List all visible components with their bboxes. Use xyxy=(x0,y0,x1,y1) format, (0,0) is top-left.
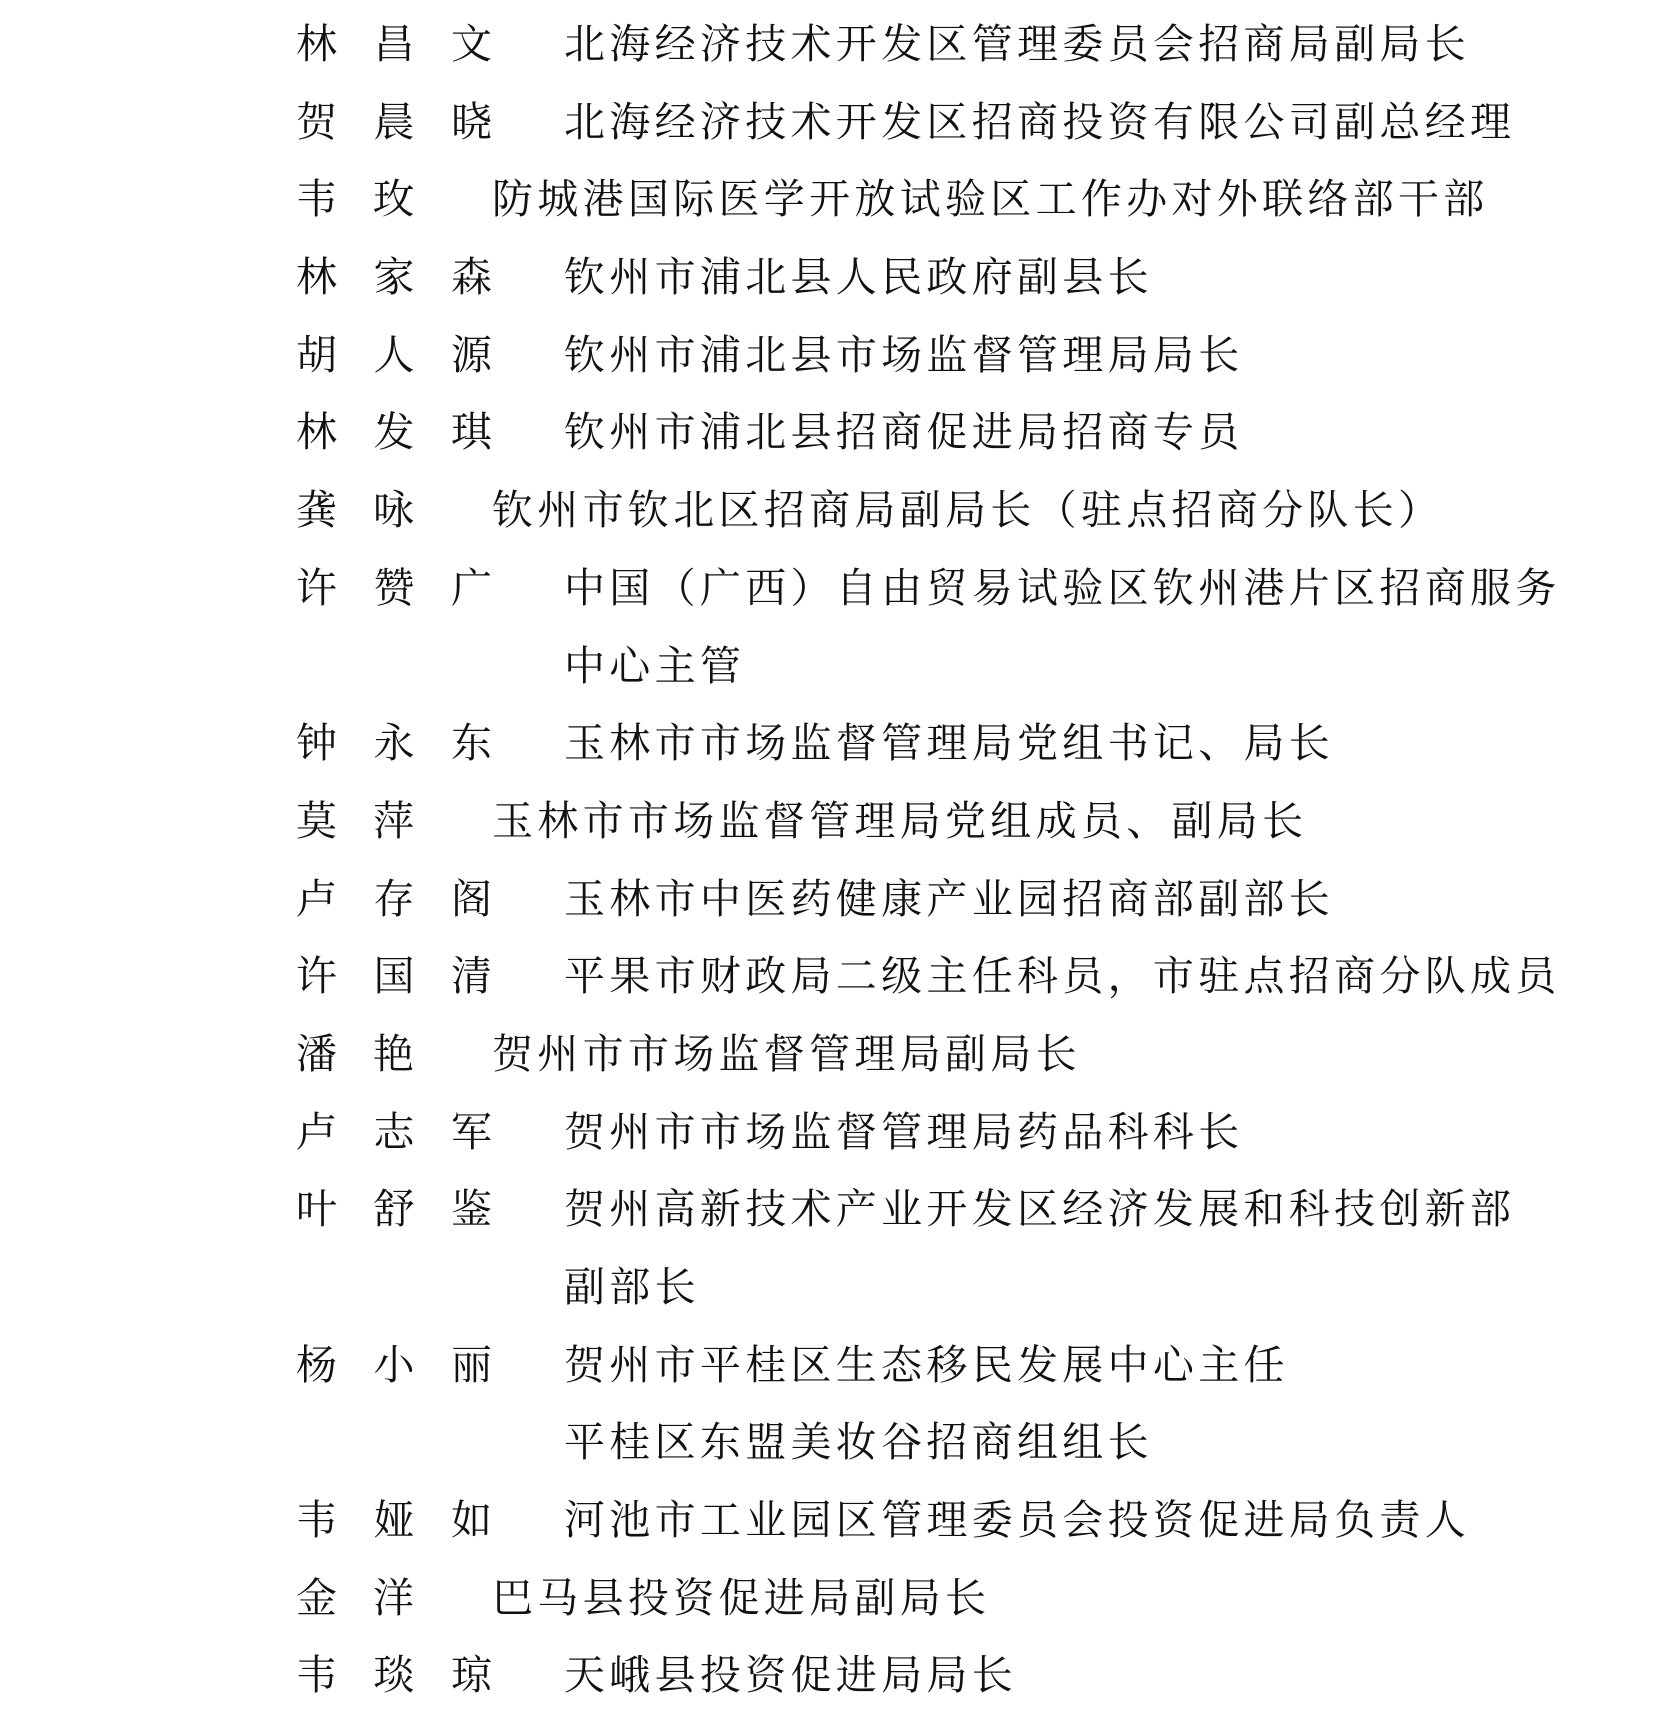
roster-entry xyxy=(296,84,1516,162)
job-title-line: 巴马县投资促进局副局长 xyxy=(492,1573,991,1622)
roster-entry xyxy=(296,472,1476,550)
roster-entry xyxy=(296,861,1476,939)
person-name: 卢志军 xyxy=(296,1107,496,1156)
job-title-line: 玉林市市场监督管理局党组成员、副局长 xyxy=(492,796,1308,845)
job-title-line: 中国（广西）自由贸易试验区钦州港片区招商服务 xyxy=(564,563,1561,612)
person-name: 莫 萍 xyxy=(296,796,418,845)
job-title-line: 平桂区东盟美妆谷招商组组长 xyxy=(564,1418,1153,1467)
person-name: 叶舒鉴 xyxy=(296,1185,496,1234)
person-name: 贺晨晓 xyxy=(296,97,496,146)
person-name: 杨小丽 xyxy=(296,1340,496,1389)
roster-entry xyxy=(296,1094,1476,1172)
job-title-line: 钦州市浦北县招商促进局招商专员 xyxy=(564,408,1244,457)
person-titles xyxy=(492,783,1476,861)
person-name: 胡人源 xyxy=(296,330,496,379)
job-title-line: 贺州高新技术产业开发区经济发展和科技创新部 xyxy=(564,1185,1516,1234)
job-title-line: 贺州市市场监督管理局药品科科长 xyxy=(564,1107,1244,1156)
job-title-line: 钦州市浦北县人民政府副县长 xyxy=(564,253,1153,302)
job-title-line: 玉林市市场监督管理局党组书记、局长 xyxy=(564,719,1335,768)
roster-entry xyxy=(296,6,1476,84)
person-name: 林昌文 xyxy=(296,20,496,68)
roster-entry xyxy=(296,317,1476,395)
person-name: 卢存阁 xyxy=(296,874,496,923)
roster-entry xyxy=(296,783,1476,861)
person-titles xyxy=(492,472,1476,550)
person-titles xyxy=(492,1016,1476,1094)
roster-entry xyxy=(296,1171,1516,1326)
job-title-line: 钦州市钦北区招商局副局长（驻点招商分队长） xyxy=(492,486,1444,535)
person-name: 林家森 xyxy=(296,253,496,302)
job-title-line: 北海经济技术开发区管理委员会招商局副局长 xyxy=(564,20,1470,68)
job-title-line: 平果市财政局二级主任科员，市驻点招商分队成员 xyxy=(564,952,1561,1001)
person-titles xyxy=(564,317,1476,395)
person-titles xyxy=(564,239,1476,317)
person-titles xyxy=(564,84,1515,162)
roster-entry xyxy=(296,1482,1476,1560)
person-titles xyxy=(564,705,1476,783)
roster-entry xyxy=(296,1560,1476,1638)
roster-entry xyxy=(296,550,1561,705)
roster-entry xyxy=(296,1016,1476,1094)
person-name: 许赞广 xyxy=(296,563,496,612)
person-titles xyxy=(564,1327,1476,1482)
roster-entry xyxy=(296,938,1561,1016)
person-name: 林发琪 xyxy=(296,408,496,457)
roster-entry xyxy=(296,705,1476,783)
job-title-line: 中心主管 xyxy=(564,641,746,690)
person-name: 龚 咏 xyxy=(296,486,418,535)
job-title-line: 玉林市中医药健康产业园招商部副部长 xyxy=(564,874,1335,923)
person-name: 韦娅如 xyxy=(296,1496,496,1545)
person-name: 韦 玫 xyxy=(296,175,418,224)
person-name: 钟永东 xyxy=(296,719,496,768)
person-titles xyxy=(564,550,1561,705)
person-titles xyxy=(564,938,1561,1016)
roster-entry xyxy=(296,161,1489,239)
roster-entry xyxy=(296,394,1476,472)
person-titles xyxy=(564,1637,1476,1715)
job-title-line: 贺州市平桂区生态移民发展中心主任 xyxy=(564,1340,1289,1389)
job-title-line: 天峨县投资促进局局长 xyxy=(564,1651,1017,1700)
person-name: 金 洋 xyxy=(296,1573,418,1622)
person-name: 韦琰琼 xyxy=(296,1651,496,1700)
job-title-line: 贺州市市场监督管理局副局长 xyxy=(492,1029,1081,1078)
person-titles xyxy=(564,861,1476,939)
job-title-line: 钦州市浦北县市场监督管理局局长 xyxy=(564,330,1244,379)
personnel-roster xyxy=(296,6,1561,1715)
roster-entry xyxy=(296,239,1476,317)
person-titles xyxy=(564,1171,1515,1326)
person-name: 潘 艳 xyxy=(296,1029,418,1078)
roster-entry xyxy=(296,1327,1476,1482)
job-title-line: 副部长 xyxy=(564,1263,700,1311)
job-title-line: 北海经济技术开发区招商投资有限公司副总经理 xyxy=(564,97,1516,146)
roster-entry xyxy=(296,1637,1476,1715)
job-title-line: 防城港国际医学开放试验区工作办对外联络部干部 xyxy=(492,175,1489,224)
job-title-line: 河池市工业园区管理委员会投资促进局负责人 xyxy=(564,1496,1470,1545)
person-titles xyxy=(564,1482,1476,1560)
person-titles xyxy=(492,161,1489,239)
person-titles xyxy=(564,6,1476,84)
person-titles xyxy=(492,1560,1476,1638)
person-titles xyxy=(564,1094,1476,1172)
person-titles xyxy=(564,394,1476,472)
person-name: 许国清 xyxy=(296,952,496,1001)
